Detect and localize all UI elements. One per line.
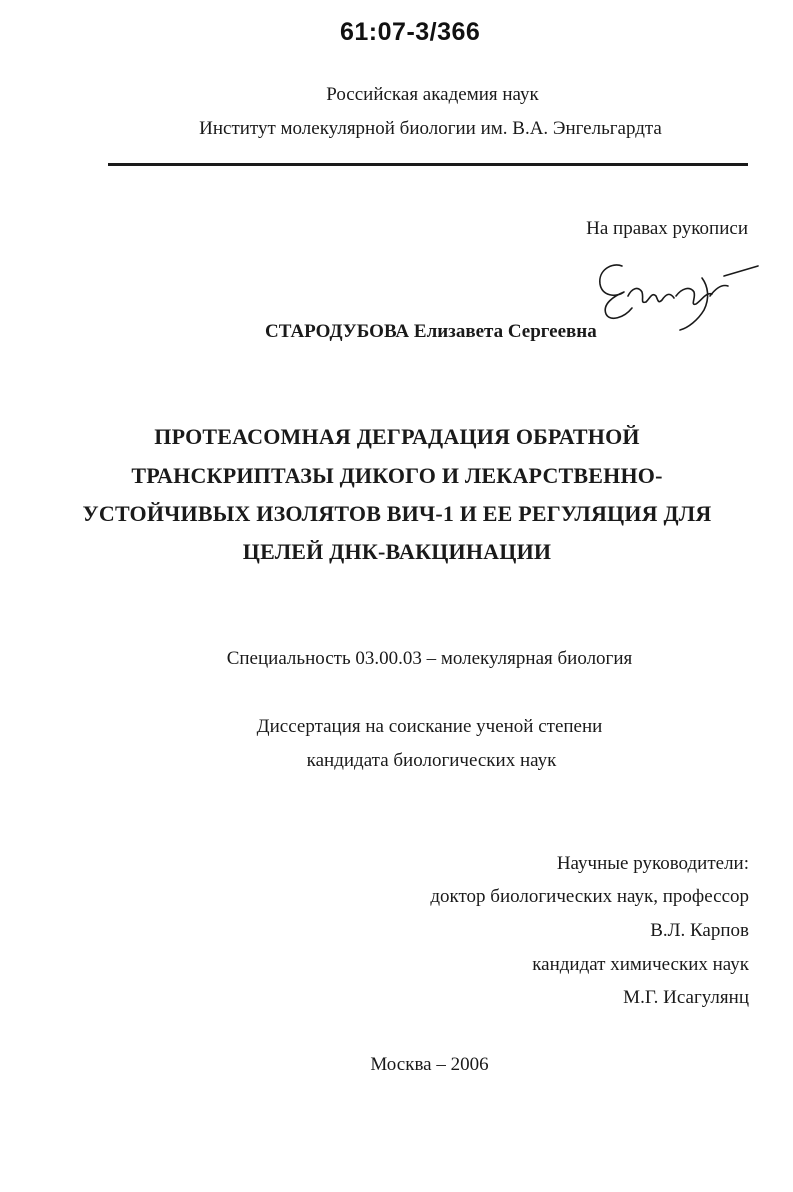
title-line-4: ЦЕЛЕЙ ДНК-ВАКЦИНАЦИИ (242, 539, 552, 564)
supervisor-2-degree: кандидат химических наук (532, 954, 749, 975)
header-divider (108, 163, 748, 166)
signature-image (592, 252, 762, 342)
place-year: Москва – 2006 (370, 1054, 489, 1075)
supervisor-1-name: В.Л. Карпов (650, 920, 749, 941)
specialty-line: Специальность 03.00.03 – молекулярная биология (226, 648, 633, 669)
degree-line-2: кандидата биологических наук (306, 750, 557, 771)
title-line-1: ПРОТЕАСОМНАЯ ДЕГРАДАЦИЯ ОБРАТНОЙ (154, 424, 640, 449)
title-line-2: ТРАНСКРИПТАЗЫ ДИКОГО И ЛЕКАРСТВЕННО- (131, 463, 663, 488)
manuscript-rights-note: На правах рукописи (586, 218, 748, 239)
supervisors-heading: Научные руководители: (556, 853, 749, 874)
organization-name: Российская академия наук (326, 84, 539, 105)
degree-line-1: Диссертация на соискание ученой степени (256, 716, 603, 737)
title-line-3: УСТОЙЧИВЫХ ИЗОЛЯТОВ ВИЧ-1 И ЕЕ РЕГУЛЯЦИЯ ДЛЯ (82, 501, 712, 526)
institute-name: Институт молекулярной биологии им. В.А. Энгельгардта (199, 118, 662, 139)
supervisor-2-name: М.Г. Исагулянц (623, 987, 749, 1008)
supervisor-1-degree: доктор биологических наук, профессор (430, 886, 749, 907)
archive-stamp: 61:07-3/366 (340, 18, 481, 46)
author-name: СТАРОДУБОВА Елизавета Сергеевна (265, 321, 597, 342)
